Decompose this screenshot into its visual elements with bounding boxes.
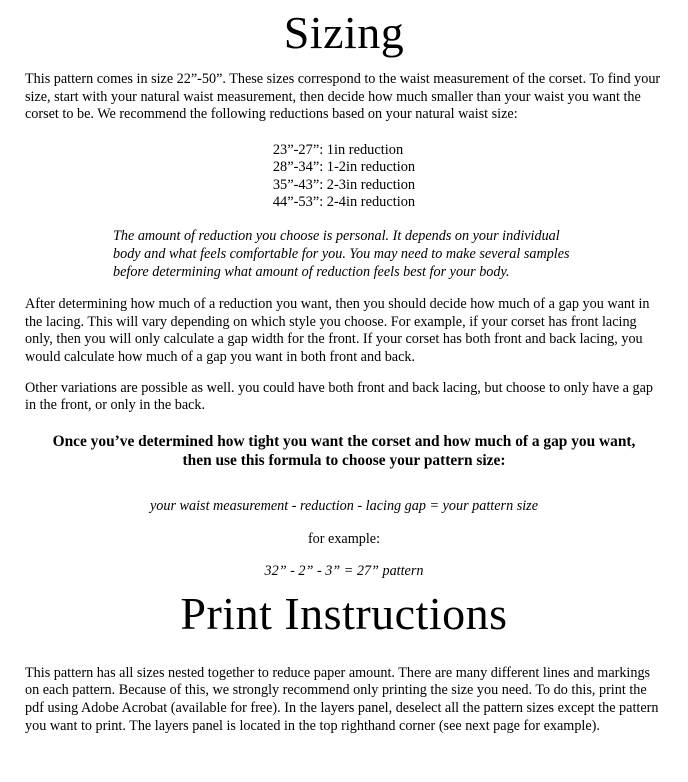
sizing-intro-paragraph: This pattern comes in size 22”-50”. These sizes correspond to the waist measurement of the corset. To find your size, start with your natural waist measurement, then decide how much smaller than your waist you want the corset to be. We recommend the following reductions based on your natural waist size: [25, 71, 661, 123]
print-instructions-paragraph: This pattern has all sizes nested together to reduce paper amount. There are many different lines and markings on each pattern. Because of this, we strongly recommend only printing the size you need. To do this, print the pdf using Adobe Acrobat (available for free). In the layers panel, deselect all the pattern sizes except the pattern you want to print. The layers panel is located in the top righthand corner (see next page for example). [25, 664, 659, 734]
formula-text: your waist measurement - reduction - lacing gap = your pattern size [150, 497, 538, 514]
reduction-item: 35”-43”: 2-3in reduction [272, 176, 416, 193]
variations-paragraph: Other variations are possible as well. you could have both front and back lacing, but choose to only have a gap in the front, or only in the back. [25, 379, 654, 414]
reduction-item: 23”-27”: 1in reduction [272, 141, 404, 158]
print-instructions-title: Print Instructions [180, 587, 508, 639]
reduction-list [0, 142, 688, 212]
sizing-title: Sizing [283, 7, 405, 58]
example-text: 32” - 2” - 3” = 27” pattern [264, 562, 424, 579]
reduction-item: 28”-34”: 1-2in reduction [272, 159, 416, 176]
formula-heading: Once you’ve determined how tight you want the corset and how much of a gap you want, then use this formula to choose your pattern size: [52, 432, 636, 469]
example-label: for example: [307, 530, 381, 547]
reduction-note: The amount of reduction you choose is personal. It depends on your individual body and what feels comfortable for you. You may need to make several samples before determining what amount of reduction feels best for your body. [113, 228, 570, 280]
gap-paragraph: After determining how much of a reduction you want, then you should decide how much of a gap you want in the lacing. This will vary depending on which style you choose. For example, if your corset has front lacing only, then you will only calculate a gap width for the front. If your corset has both front and back lacing, you would calculate how much of a gap you want in both front and back. [25, 296, 650, 365]
reduction-list-inner [273, 142, 415, 212]
reduction-note-wrap [0, 228, 688, 281]
reduction-item: 44”-53”: 2-4in reduction [272, 194, 416, 210]
